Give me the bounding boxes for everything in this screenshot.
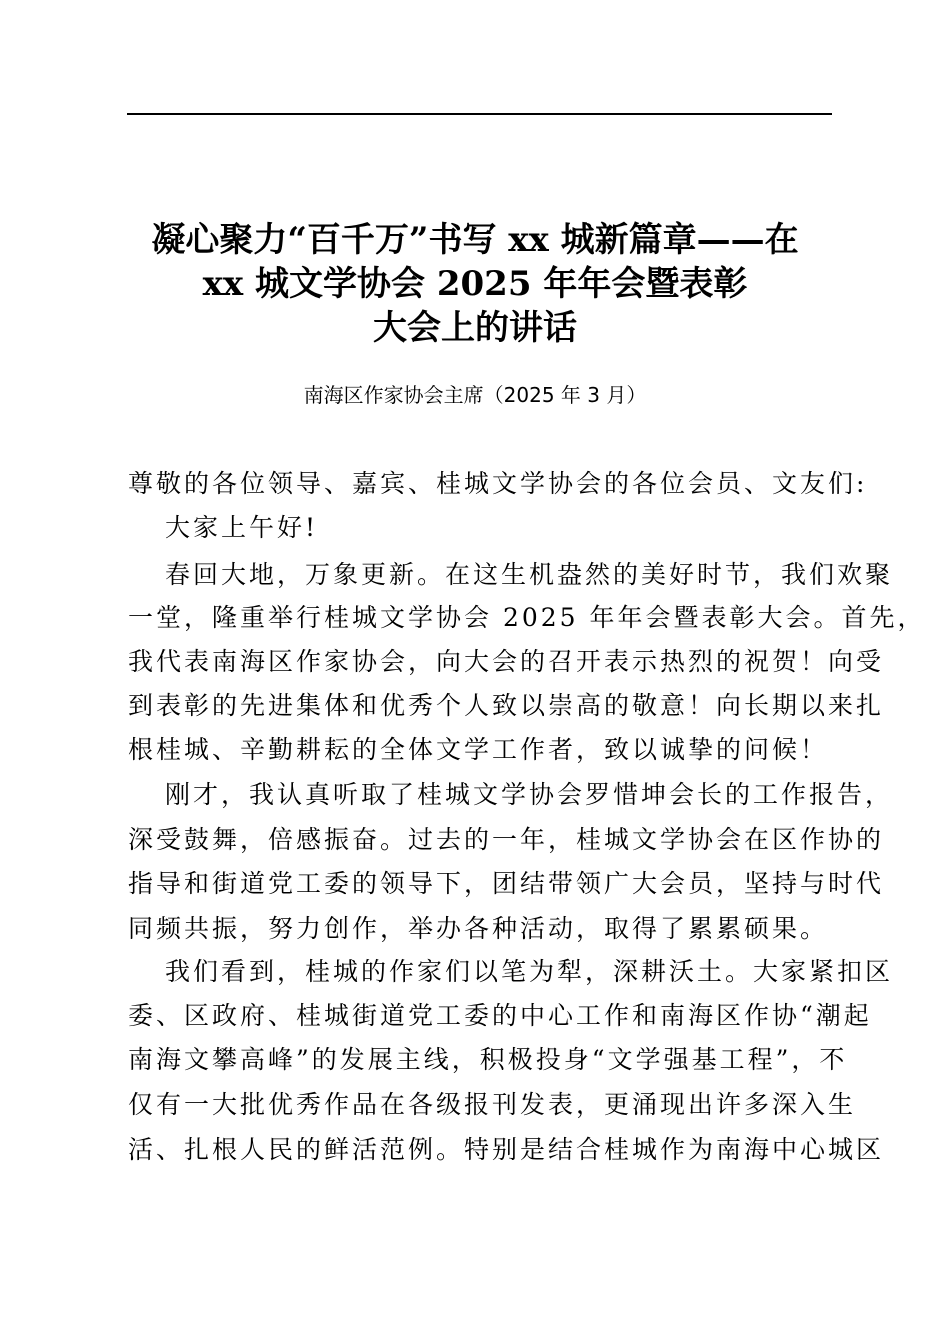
body-line: 刚才，我认真听取了桂城文学协会罗惜坤会长的工作报告， <box>165 780 894 809</box>
body-line: 我代表南海区作家协会，向大会的召开表示热烈的祝贺！向受 <box>128 647 885 676</box>
greeting: 大家上午好! <box>165 513 319 542</box>
body-line: 我们看到，桂城的作家们以笔为犁，深耕沃土。大家紧扣区 <box>165 957 894 986</box>
body-line: 一堂，隆重举行桂城文学协会 2025 年年会暨表彰大会。首先， <box>128 603 926 632</box>
title-line-3: 大会上的讲话 <box>373 308 577 348</box>
body-line: 活、扎根人民的鲜活范例。特别是结合桂城作为南海中心城区 <box>128 1135 885 1164</box>
body-line: 指导和街道党工委的领导下，团结带领广大会员，坚持与时代 <box>128 869 885 898</box>
title-line-2: xx 城文学协会 2025 年年会暨表彰 <box>202 264 748 304</box>
title-line-1: 凝心聚力“百千万”书写 xx 城新篇章——在 <box>151 220 799 260</box>
body-line: 深受鼓舞，倍感振奋。过去的一年，桂城文学协会在区作协的 <box>128 825 885 854</box>
author-subtitle: 南海区作家协会主席（2025 年 3 月） <box>303 383 647 407</box>
body-line: 委、区政府、桂城街道党工委的中心工作和南海区作协“潮起 <box>128 1001 872 1030</box>
salutation: 尊敬的各位领导、嘉宾、桂城文学协会的各位会员、文友们: <box>128 469 868 498</box>
header-rule <box>127 113 832 115</box>
body-line: 根桂城、辛勤耕耘的全体文学工作者，致以诚挚的问候！ <box>128 735 829 764</box>
body-line: 同频共振，努力创作，举办各种活动，取得了累累硕果。 <box>128 914 829 943</box>
body-line: 到表彰的先进集体和优秀个人致以崇高的敬意！向长期以来扎 <box>128 691 885 720</box>
body-line: 南海文攀高峰”的发展主线，积极投身“文学强基工程”，不 <box>128 1045 848 1074</box>
body-line: 仅有一大批优秀作品在各级报刊发表，更涌现出许多深入生 <box>128 1090 857 1119</box>
body-line: 春回大地，万象更新。在这生机盎然的美好时节，我们欢聚 <box>165 560 894 589</box>
